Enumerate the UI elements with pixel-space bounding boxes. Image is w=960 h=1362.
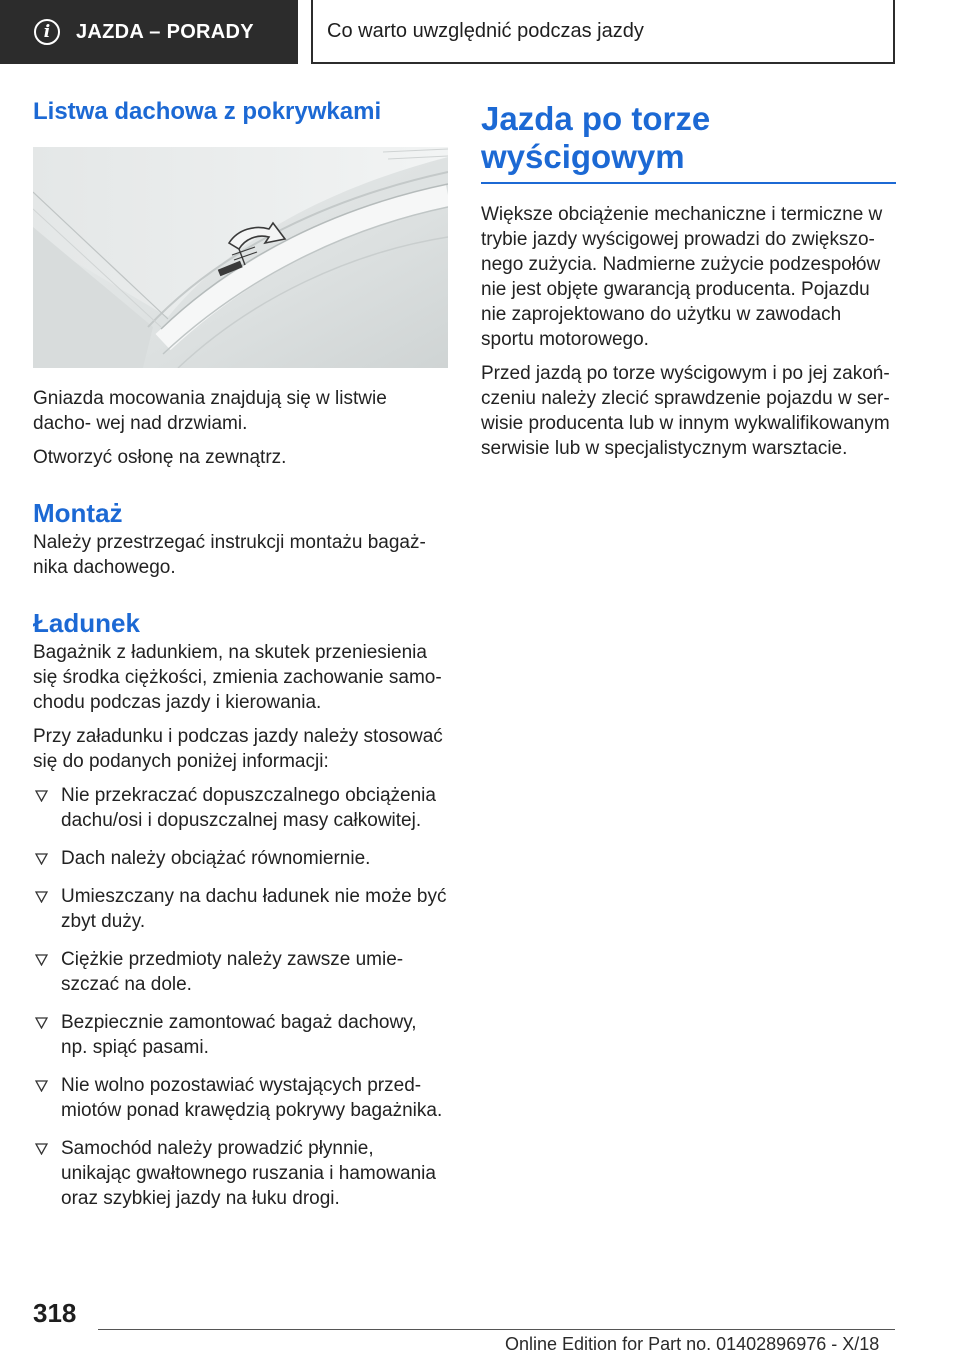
triangle-bullet-icon: [35, 1143, 48, 1155]
bullet-text: Dach należy obciążać równomiernie.: [61, 848, 371, 869]
page-number: 318: [33, 1298, 77, 1328]
list-item: [33, 1073, 448, 1123]
left-column: [33, 96, 448, 1224]
triangle-bullet-icon: [35, 954, 48, 966]
list-item: [33, 783, 448, 833]
race-track-heading: [481, 100, 896, 176]
mounting-heading: Montaż: [33, 498, 123, 528]
right-column: [481, 100, 896, 470]
triangle-bullet-icon: [35, 1017, 48, 1029]
cargo-heading: Ładunek: [33, 608, 140, 638]
triangle-bullet-icon: [35, 790, 48, 802]
chapter-title-box: [311, 0, 895, 64]
roof-paragraph-2: Otworzyć osłonę na zewnątrz.: [33, 447, 287, 468]
footer-divider: [98, 1329, 895, 1330]
list-item: [33, 1010, 448, 1060]
race-track-heading-line-2: wyścigowym: [481, 138, 685, 175]
triangle-bullet-icon: [35, 853, 48, 865]
bullet-text: Nie wolno pozostawiać wystających przed‐ miotów ponad krawędzią pokrywy bagażnika.: [61, 1075, 443, 1121]
list-item: [33, 884, 448, 934]
mounting-paragraph: Należy przestrzegać instrukcji montażu bagaż‐ nika dachowego.: [33, 532, 426, 578]
race-track-heading-line-1: Jazda po torze: [481, 100, 711, 137]
section-tab: [0, 0, 298, 64]
roof-rail-heading: Listwa dachowa z pokrywkami: [33, 98, 382, 125]
race-track-paragraph-1: Większe obciążenie mechaniczne i termiczne w trybie jazdy wyścigowej prowadzi do zwiększo‐ nego zużycia. Nadmierne zużycie podzespołów nie jest objęte gwarancją producenta. Pojazdu nie zaprojektowano do użytku w zawodach sportu motorowego.: [481, 204, 883, 350]
race-track-paragraph-2: Przed jazdą po torze wyścigowym i po jej zakoń‐ czeniu należy zlecić sprawdzenie pojazdu w ser‐ wisie producenta lub w innym wykwalifikowanym serwisie lub w specjalistycznym warsztacie.: [481, 363, 890, 459]
list-item: [33, 1136, 448, 1211]
edition-text: Online Edition for Part no. 01402896976 - X/18: [505, 1334, 880, 1354]
roof-paragraph-1: Gniazda mocowania znajdują się w listwie dacho‐ wej nad drzwiami.: [33, 388, 387, 434]
roof-rail-photo: [33, 147, 448, 368]
info-icon: i: [34, 19, 60, 45]
list-item: [33, 846, 448, 871]
triangle-bullet-icon: [35, 891, 48, 903]
chapter-title: Co warto uwzględnić podczas jazdy: [327, 19, 644, 42]
triangle-bullet-icon: [35, 1080, 48, 1092]
section-label: JAZDA – PORADY: [76, 20, 254, 43]
bullet-text: Samochód należy prowadzić płynnie, unikając gwałtownego ruszania i hamowania oraz szybkiej jazdy na łuku drogi.: [61, 1138, 436, 1209]
heading-divider: [481, 182, 896, 184]
cargo-paragraph-1: Bagażnik z ładunkiem, na skutek przeniesienia się środka ciężkości, zmienia zachowanie samo‐ chodu podczas jazdy i kierowania.: [33, 642, 442, 713]
bullet-text: Umieszczany na dachu ładunek nie może być zbyt duży.: [61, 886, 447, 932]
bullet-text: Nie przekraczać dopuszczalnego obciążenia dachu/osi i dopuszczalnej masy całkowitej.: [61, 785, 436, 831]
cargo-paragraph-2: Przy załadunku i podczas jazdy należy stosować się do podanych poniżej informacji:: [33, 726, 443, 772]
bullet-text: Ciężkie przedmioty należy zawsze umie‐ szczać na dole.: [61, 949, 404, 995]
list-item: [33, 947, 448, 997]
bullet-text: Bezpiecznie zamontować bagaż dachowy, np. spiąć pasami.: [61, 1012, 417, 1058]
cargo-bullet-list: [33, 783, 448, 1211]
